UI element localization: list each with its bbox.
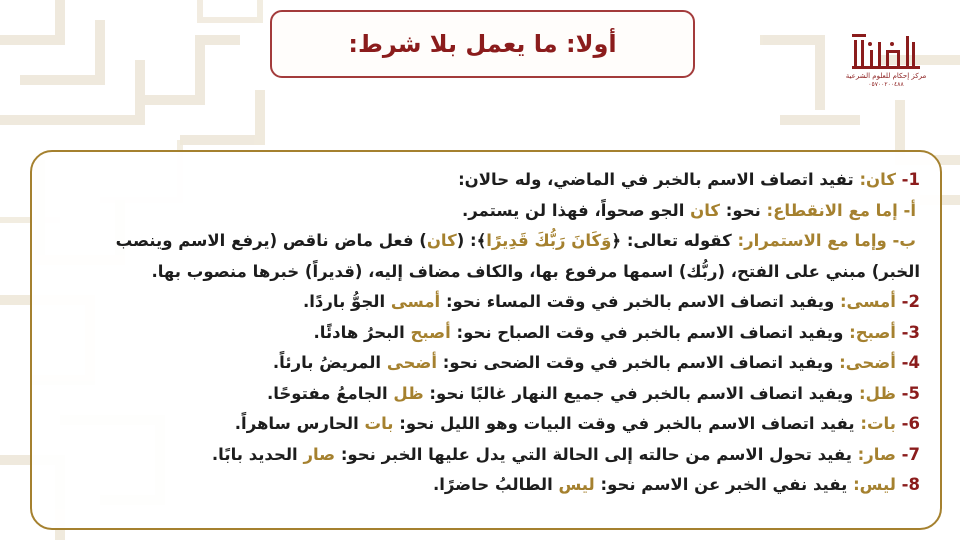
item-number: 6-	[895, 414, 920, 433]
item-number: 3-	[895, 322, 920, 342]
logo-subtitle: مركز إحكام للعلوم الشرعية	[845, 72, 927, 80]
example-rest: الطالبُ حاضرًا.	[432, 475, 559, 494]
subitem-text: نحو:	[720, 200, 767, 220]
subitem-text: كقوله تعالى: ﴿	[611, 231, 738, 250]
item-body: ويفيد اتصاف الاسم بالخبر في وقت المساء نحو:	[440, 292, 840, 311]
example-rest: المريضُ بارئاً.	[272, 353, 387, 372]
example-highlight: أمسى	[390, 292, 441, 311]
item-body: تفيد اتصاف الاسم بالخبر في الماضي، وله حالان:	[458, 170, 860, 189]
term: أصبح:	[849, 322, 896, 342]
example-highlight: كان	[426, 231, 457, 250]
example-rest: الجامعُ مفتوحًا.	[266, 383, 394, 403]
term: ظل:	[859, 383, 896, 403]
example-highlight: أصبح	[410, 322, 451, 342]
line-2	[40, 287, 920, 318]
term: أضحى:	[839, 353, 896, 372]
term-kana: كان:	[859, 170, 896, 189]
line-1a	[40, 196, 920, 227]
example-highlight: ليس	[558, 475, 595, 494]
item-body: ويفيد اتصاف الاسم بالخبر في جميع النهار غالبًا نحو:	[423, 383, 860, 403]
example-rest: الحديد بابًا.	[211, 444, 304, 464]
term: صار:	[857, 444, 896, 464]
line-3	[40, 318, 920, 349]
quran-verse: وَكَانَ رَبُّكَ قَدِيرًا	[486, 231, 612, 250]
item-body: يفيد اتصاف الاسم بالخبر في وقت البيات وهو الليل نحو:	[393, 414, 861, 433]
subitem-label: ب- وإما مع الاستمرار:	[737, 231, 916, 250]
example-rest: الجوُّ باردًا.	[302, 292, 391, 311]
logo	[845, 28, 927, 96]
line-1	[40, 165, 920, 196]
line-1b-cont	[40, 257, 920, 288]
term: ليس:	[853, 475, 896, 494]
term: أمسى:	[839, 292, 896, 311]
example-highlight: صار	[303, 444, 336, 464]
item-number: 2-	[895, 292, 920, 311]
subitem-text-rest: ) فعل ماض ناقص (يرفع الاسم وينصب	[115, 231, 427, 250]
example-rest: البحرُ هادئًا.	[313, 322, 411, 342]
item-number: 4-	[895, 353, 920, 372]
term: بات:	[860, 414, 896, 433]
example-highlight: أضحى	[386, 353, 438, 372]
line-1b	[40, 226, 920, 257]
line-8	[40, 470, 920, 501]
line-4	[40, 348, 920, 379]
continuation-text: الخبر) مبني على الفتح، (ربُّك) اسمها مرفوع بها، والكاف مضاف إليه، (قديراً) خبرها منصوب بها.	[151, 261, 920, 281]
subitem-text-mid: ﴾: (	[456, 231, 487, 250]
slide-title: أولا: ما يعمل بلا شرط:	[348, 30, 617, 58]
content-lines	[40, 165, 920, 501]
item-body: يفيد نفي الخبر عن الاسم نحو:	[594, 475, 854, 494]
item-number: 8-	[895, 475, 920, 494]
item-number: 7-	[895, 444, 920, 464]
example-highlight: كان	[690, 200, 721, 220]
example-highlight: بات	[364, 414, 394, 433]
item-number: 1-	[895, 170, 920, 189]
logo-phone: ٠٥٧٠٠٢٠٠٤٨٨	[868, 81, 904, 88]
title-box	[270, 10, 695, 78]
example-rest: الحارس ساهراً.	[234, 414, 365, 433]
ihkam-logo-icon	[850, 28, 922, 72]
subitem-text-rest: الجو صحواً، فهذا لن يستمر.	[461, 200, 691, 220]
example-highlight: ظل	[393, 383, 424, 403]
item-number: 5-	[895, 383, 920, 403]
line-6	[40, 409, 920, 440]
line-5	[40, 379, 920, 410]
item-body: ويفيد اتصاف الاسم بالخبر في وقت الضحى نحو:	[437, 353, 840, 372]
item-body: ويفيد اتصاف الاسم بالخبر في وقت الصباح نحو:	[450, 322, 850, 342]
item-body: يفيد تحول الاسم من حالته إلى الحالة التي يدل عليها الخبر نحو:	[335, 444, 858, 464]
subitem-label: أ- إما مع الانقطاع:	[766, 200, 916, 220]
line-7	[40, 440, 920, 471]
